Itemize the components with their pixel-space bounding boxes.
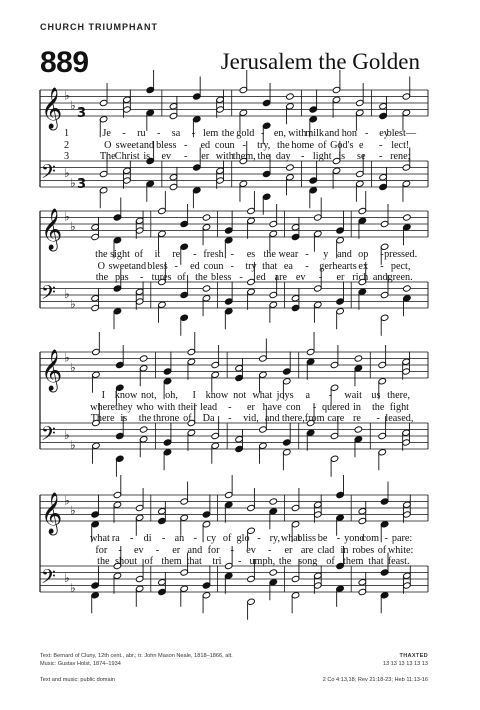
lyric-syllable: quered: [321, 401, 350, 413]
hyphen: -: [184, 151, 188, 162]
note-head: [139, 355, 148, 362]
lyric-syllable: in: [340, 544, 349, 556]
footer-tune-info: [383, 652, 428, 668]
lyric-syllable: Christ: [114, 151, 140, 162]
flat-sign: ♭: [70, 360, 76, 375]
lyric-syllable: it: [154, 249, 161, 260]
lyric-syllable: The: [99, 151, 116, 162]
lyric-syllable: ger: [319, 260, 333, 272]
lyric-syllable: try: [245, 260, 257, 272]
lyric-syllable: feast.: [387, 556, 410, 567]
note-head: [269, 498, 278, 505]
lyric-syllable: and: [139, 139, 155, 151]
lyric-syllable: the: [95, 249, 108, 260]
lyric-syllable: op: [358, 249, 369, 260]
lyric-syllable: and: [324, 128, 340, 139]
lyric-syllable: not: [233, 390, 247, 401]
lyric-syllable: and: [372, 272, 388, 283]
lyric-syllable: wear: [278, 249, 299, 260]
lyric-syllable: bless: [147, 260, 168, 272]
flat-sign: ♭: [64, 493, 70, 508]
lyric-line: [40, 272, 428, 284]
lyric-syllable: is: [338, 151, 346, 162]
lyric-syllable: There: [90, 413, 115, 424]
hyphen: -: [174, 260, 178, 272]
lyric-syllable: ex: [358, 260, 369, 272]
lyric-syllable: Je: [102, 128, 111, 139]
hyphen: -: [318, 272, 323, 283]
hyphen: -: [301, 151, 305, 162]
lyric-syllable: with: [215, 151, 234, 162]
hyphen: -: [257, 533, 261, 544]
lyric-syllable: of: [177, 272, 186, 283]
note-head: [202, 214, 211, 221]
lyric-syllable: cy: [206, 533, 217, 544]
section-heading: CHURCH TRIUMPHANT: [40, 22, 158, 32]
lyric-syllable: rene;: [390, 151, 411, 162]
hyphen: -: [242, 139, 246, 151]
hyphen: -: [161, 533, 166, 544]
lyric-syllable: of: [134, 249, 143, 260]
lyric-syllable: what: [280, 533, 301, 544]
hyphen: -: [384, 533, 388, 544]
flat-sign: ♭: [64, 428, 70, 442]
lyric-syllable: sa: [171, 128, 181, 139]
lyric-syllable: wait: [344, 390, 362, 401]
tune-name: THAXTED: [399, 653, 428, 659]
lyric-syllable: and: [131, 260, 147, 272]
lyric-syllable: throne: [153, 413, 180, 424]
note-head: [403, 285, 412, 292]
lyric-syllable: from: [304, 413, 325, 424]
lyric-syllable: that: [186, 556, 202, 567]
hyphen: -: [184, 139, 188, 151]
lyric-syllable: ry,: [269, 533, 281, 544]
lyric-syllable: of: [222, 533, 232, 544]
lyric-syllable: what: [90, 533, 110, 544]
lyric-syllable: se: [357, 151, 366, 162]
lyric-line: [40, 533, 428, 545]
flat-sign: ♭: [64, 571, 70, 585]
hyphen: -: [376, 413, 380, 424]
hyphen: -: [379, 139, 383, 151]
lyric-syllable: day: [275, 151, 291, 162]
lyric-syllable: know: [205, 390, 229, 401]
lyric-line: [40, 140, 428, 152]
lyric-syllable: the: [263, 249, 276, 260]
lyric-syllable: lead: [200, 401, 218, 413]
hyphen: -: [130, 533, 134, 544]
hyphen: -: [380, 260, 384, 272]
footer-credits: [40, 652, 233, 668]
lyric-syllable: with: [288, 128, 307, 139]
music-system: [40, 490, 428, 605]
lyric-syllable: O: [104, 139, 112, 151]
flat-sign: ♭: [70, 175, 76, 190]
lyric-syllable: joys: [276, 390, 294, 401]
lyric-syllable: the: [138, 413, 152, 424]
hyphen: -: [191, 128, 196, 139]
lyric-syllable: the: [278, 556, 292, 567]
lyric-syllable: where: [90, 401, 116, 413]
lyric-syllable: of: [377, 544, 387, 556]
lyric-syllable: glo: [236, 533, 250, 544]
bass-clef: 𝄢: [41, 566, 56, 593]
lyric-syllable: have: [262, 401, 282, 413]
music-system: [40, 85, 428, 200]
lyric-syllable: in: [353, 401, 361, 413]
lyric-line: [40, 261, 428, 273]
lyric-syllable: robes: [352, 544, 375, 556]
lyric-syllable: I: [192, 390, 196, 401]
hyphen: -: [230, 249, 234, 260]
lyric-syllable: ed: [200, 139, 211, 151]
lyric-syllable: hearts: [332, 260, 357, 272]
treble-clef: 𝄞: [41, 493, 63, 534]
note-head: [202, 285, 211, 292]
flat-sign: ♭: [64, 287, 70, 301]
lyric-syllable: hon: [341, 128, 357, 139]
hyphen: -: [193, 249, 197, 260]
lyric-syllable: er: [284, 544, 293, 556]
lyric-syllable: are: [300, 544, 314, 556]
note-head: [269, 569, 278, 576]
lyric-syllable: pect,: [390, 260, 411, 272]
lyric-syllable: ea: [283, 260, 293, 272]
lyric-syllable: lem: [203, 128, 219, 139]
lyric-syllable: coun: [203, 260, 224, 272]
hyphen: -: [380, 249, 384, 260]
treble-clef: 𝄞: [41, 88, 63, 129]
lyric-line: [40, 128, 428, 140]
lyric-syllable: er: [247, 401, 255, 413]
lyric-syllable: for: [207, 544, 220, 556]
lyric-syllable: en,: [273, 128, 287, 139]
lyric-syllable: the: [371, 401, 385, 413]
hyphen: -: [379, 151, 383, 162]
lyric-syllable: leased,: [385, 413, 414, 424]
lyric-syllable: sweet: [115, 139, 139, 151]
lyric-syllable: white:: [387, 544, 414, 556]
lyric-line: [40, 151, 428, 163]
lyric-syllable: clad: [317, 544, 335, 556]
hyphen: -: [155, 544, 160, 556]
flat-sign: ♭: [70, 219, 76, 234]
meter: 13 13 13 13 13 13: [382, 661, 428, 667]
hyphen: -: [122, 128, 126, 139]
lyric-syllable: es: [246, 249, 256, 260]
lyric-syllable: green.: [387, 272, 413, 283]
lyric-syllable: re: [172, 249, 181, 260]
lyric-syllable: milk: [305, 128, 324, 139]
lyric-line: [40, 556, 428, 568]
hyphen: -: [228, 401, 232, 413]
hyphen: -: [156, 128, 161, 139]
lyric-syllable: umph,: [249, 556, 276, 567]
hymn-number: 889: [40, 46, 89, 79]
lyric-syllable: is: [120, 413, 128, 424]
lyric-syllable: er: [172, 544, 181, 556]
lyric-syllable: us: [371, 390, 381, 401]
lyric-syllable: ed: [190, 260, 200, 272]
lyric-syllable: pare:: [391, 533, 413, 544]
lyric-syllable: there,: [387, 390, 411, 401]
lyric-syllable: and: [187, 544, 203, 556]
lyric-syllable: for: [95, 544, 108, 556]
lyric-syllable: of: [326, 556, 335, 567]
lyric-syllable: ra: [111, 533, 120, 544]
lyric-syllable: and: [264, 413, 280, 424]
lyric-syllable: their: [178, 401, 197, 413]
lyric-syllable: that: [262, 260, 278, 272]
lyric-syllable: di: [143, 533, 152, 544]
lyric-syllable: pas: [115, 272, 129, 283]
lyric-line: [40, 545, 428, 557]
lyric-syllable: con: [286, 401, 301, 413]
bass-clef: 𝄢: [41, 282, 56, 309]
lyric-syllable: er: [336, 272, 345, 283]
lyric-syllable: blest—: [386, 128, 417, 139]
lyric-syllable: try,: [257, 139, 271, 151]
lyric-syllable: oh,: [165, 390, 178, 401]
lyric-line: [40, 413, 428, 425]
hyphen: -: [239, 272, 243, 283]
note-head: [354, 426, 363, 433]
treble-clef: 𝄞: [41, 350, 63, 391]
bass-clef: 𝄢: [41, 423, 56, 450]
lyric-syllable: gold: [236, 128, 255, 139]
note-head: [354, 355, 363, 362]
music-system: [40, 347, 428, 462]
lyric-syllable: rich: [352, 272, 369, 283]
lyric-syllable: not,: [140, 390, 157, 401]
hyphen: -: [228, 413, 232, 424]
lyric-syllable: God's: [330, 139, 354, 151]
lyric-syllable: sight: [110, 249, 130, 260]
hyphen: -: [230, 260, 234, 272]
hyphen: -: [312, 401, 317, 413]
lyric-syllable: pressed.: [384, 249, 418, 260]
lyric-syllable: and: [337, 249, 352, 260]
flat-sign: ♭: [70, 580, 76, 595]
hyphen: -: [305, 260, 309, 272]
flat-sign: ♭: [70, 437, 76, 452]
lyric-syllable: be: [317, 533, 328, 544]
note-head: [139, 426, 148, 433]
lyric-syllable: ev: [133, 544, 144, 556]
note-head: [403, 214, 412, 221]
lyric-syllable: is: [143, 151, 151, 162]
time-signature: 3: [77, 106, 87, 121]
flat-sign: ♭: [70, 503, 76, 518]
verse-number: 3: [64, 151, 70, 162]
lyric-syllable: bliss: [297, 533, 316, 544]
lyric-syllable: com: [361, 533, 380, 544]
lyric-syllable: lect!: [391, 139, 410, 151]
lyric-syllable: who: [136, 401, 154, 413]
rights-notice: Text and music: public domain: [40, 677, 115, 683]
flat-sign: ♭: [64, 350, 70, 365]
lyric-syllable: vid,: [243, 413, 259, 424]
lyric-syllable: they: [115, 401, 133, 413]
hyphen: -: [237, 556, 242, 567]
scripture-references: 2 Co 4:13,18; Rev 21:18-23; Heb 11:13-16: [322, 677, 428, 683]
flat-sign: ♭: [64, 209, 70, 224]
lyric-syllable: sweet: [108, 260, 132, 272]
lyric-syllable: the: [195, 272, 208, 283]
hyphen: -: [305, 249, 309, 260]
bass-clef: 𝄢: [41, 161, 56, 188]
lyric-syllable: ru: [137, 128, 146, 139]
lyric-syllable: ev: [161, 151, 172, 162]
lyric-syllable: Da: [202, 413, 215, 424]
lyric-syllable: them,: [232, 151, 256, 162]
lyric-syllable: shout: [115, 556, 138, 567]
flat-sign: ♭: [64, 166, 70, 180]
lyric-syllable: ev: [246, 544, 256, 556]
note-head: [286, 93, 295, 100]
hyphen: -: [328, 390, 333, 401]
lyric-syllable: re: [353, 413, 361, 424]
lyric-syllable: home: [291, 139, 315, 151]
lyric-syllable: there,: [281, 413, 305, 424]
lyric-syllable: them: [161, 556, 182, 567]
verse-number: 2: [64, 139, 70, 151]
lyric-syllable: know: [114, 390, 138, 401]
hymn-title: Jerusalem the Golden: [220, 49, 420, 74]
lyric-syllable: of: [144, 556, 154, 567]
lyric-syllable: fight: [389, 401, 410, 413]
lyric-syllable: yond: [344, 533, 365, 544]
lyric-syllable: the: [95, 272, 109, 283]
lyric-syllable: e: [358, 139, 364, 151]
hyphen: -: [364, 128, 369, 139]
lyric-syllable: what: [252, 390, 273, 401]
time-signature: 3: [77, 177, 87, 192]
lyric-syllable: are: [274, 272, 288, 283]
lyric-syllable: tri: [212, 556, 222, 567]
lyric-syllable: song: [298, 556, 318, 567]
hyphen: -: [260, 128, 265, 139]
lyric-syllable: y: [323, 249, 329, 260]
lyric-syllable: the: [97, 556, 110, 567]
lyric-line: [40, 390, 428, 402]
flat-sign: ♭: [64, 88, 70, 103]
lyric-syllable: care: [327, 413, 345, 424]
note-head: [286, 164, 295, 171]
flat-sign: ♭: [70, 98, 76, 113]
music-credit: Music: Gustav Holst, 1874–1934: [40, 661, 121, 667]
lyric-syllable: the: [221, 128, 235, 139]
lyric-syllable: the: [277, 139, 290, 151]
lyric-syllable: fresh: [203, 249, 224, 260]
lyric-syllable: O: [97, 260, 106, 272]
lyric-syllable: an: [174, 533, 185, 544]
lyric-line: [40, 249, 428, 261]
lyric-syllable: a: [305, 390, 311, 401]
lyric-syllable: coun: [214, 139, 235, 151]
lyric-syllable: them: [343, 556, 364, 567]
hyphen: -: [193, 533, 198, 544]
hyphen: -: [336, 533, 341, 544]
lyric-syllable: bless: [156, 139, 177, 151]
lyric-syllable: ev: [295, 272, 306, 283]
lyric-syllable: light: [312, 151, 332, 162]
text-credit: Text: Bernard of Cluny, 12th cent., abr.; tr. John Mason Neale, 1818–1866, alt.: [40, 653, 233, 659]
hyphen: -: [268, 544, 272, 556]
lyric-syllable: of: [318, 139, 327, 151]
lyric-syllable: tures: [151, 272, 172, 283]
lyric-syllable: of: [183, 413, 192, 424]
hyphen: -: [118, 544, 122, 556]
hyphen: -: [139, 272, 144, 283]
lyric-syllable: ey: [379, 128, 389, 139]
lyric-syllable: er: [201, 151, 210, 162]
lyric-syllable: with: [157, 401, 176, 413]
lyric-line: [40, 402, 428, 414]
treble-clef: 𝄞: [41, 209, 63, 250]
verse-number: 1: [64, 128, 70, 139]
lyric-syllable: I: [101, 390, 106, 401]
music-system: [40, 206, 428, 321]
lyric-syllable: ed: [256, 272, 266, 283]
hyphen: -: [230, 544, 234, 556]
lyric-syllable: the: [257, 151, 270, 162]
lyric-syllable: bless: [211, 272, 232, 283]
lyric-syllable: that: [368, 556, 384, 567]
flat-sign: ♭: [70, 296, 76, 311]
